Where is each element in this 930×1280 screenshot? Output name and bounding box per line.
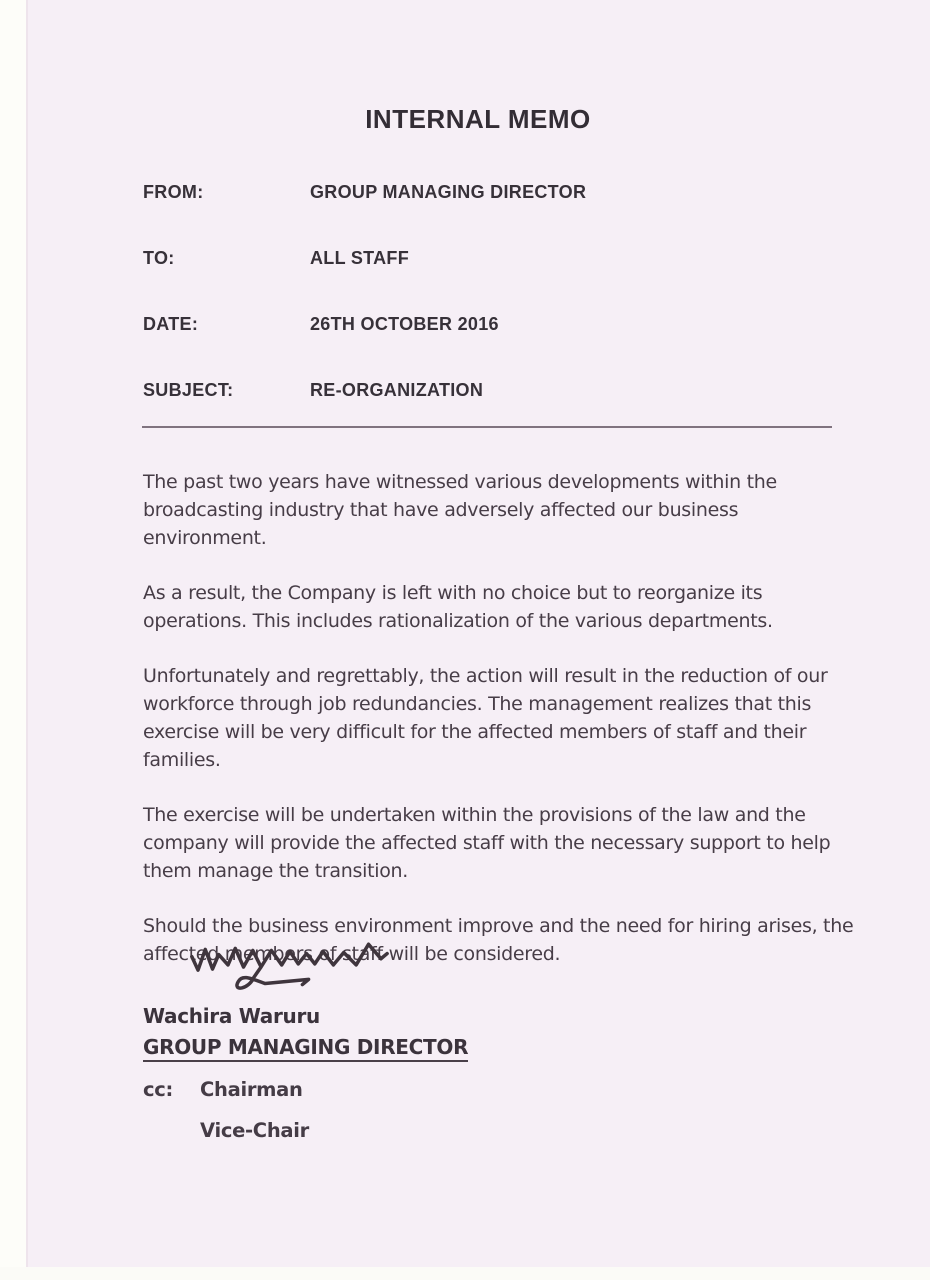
memo-paragraph: The past two years have witnessed various developments within the broadcasting industry that have adversely affected our business environment. xyxy=(143,471,777,549)
cc-label: cc: xyxy=(143,1078,174,1101)
signature-scribble xyxy=(181,936,399,998)
scan-bottom-edge xyxy=(0,1267,930,1280)
cc-block xyxy=(143,1078,309,1160)
memo-paragraph: The exercise will be undertaken within the provisions of the law and the company will provide the affected staff with the necessary support to help them manage the transition. xyxy=(143,804,831,882)
memo-header-fields xyxy=(143,181,843,445)
signatory-title: GROUP MANAGING DIRECTOR xyxy=(143,1035,468,1062)
memo-field-to xyxy=(143,247,843,269)
memo-field-subject-label: SUBJECT: xyxy=(143,380,234,400)
memo-paragraph: As a result, the Company is left with no choice but to reorganize its operations. This includes rationalization of the various departments. xyxy=(143,582,773,632)
memo-field-to-value: ALL STAFF xyxy=(310,248,410,268)
memo-field-from-label: FROM: xyxy=(143,182,204,202)
signatory-name: Wachira Waruru xyxy=(143,1004,320,1028)
memo-body xyxy=(143,468,858,995)
memo-field-from-value: GROUP MANAGING DIRECTOR xyxy=(310,182,587,202)
memo-paragraph: Should the business environment improve and the need for hiring arises, the affected members of staff will be considered. xyxy=(143,915,854,965)
memo-title: INTERNAL MEMO xyxy=(365,104,591,134)
cc-recipient: Chairman xyxy=(200,1078,303,1101)
memo-field-date-label: DATE: xyxy=(143,314,199,334)
memo-field-to-label: TO: xyxy=(143,248,175,268)
cc-recipients xyxy=(200,1078,309,1160)
memo-field-date xyxy=(143,313,843,335)
memo-field-subject xyxy=(143,379,843,401)
signature-block xyxy=(143,936,643,1062)
scan-left-edge xyxy=(0,0,28,1280)
header-divider-rule xyxy=(142,426,832,428)
memo-field-subject-value: RE-ORGANIZATION xyxy=(310,380,484,400)
memo-field-date-value: 26TH OCTOBER 2016 xyxy=(310,314,499,334)
memo-field-from xyxy=(143,181,843,203)
memo-paragraph: Unfortunately and regrettably, the action will result in the reduction of our workforce through job redundancies. The management realizes that this exercise will be very difficult for the affected members of staff and their families. xyxy=(143,665,828,771)
cc-recipient: Vice-Chair xyxy=(200,1119,309,1142)
